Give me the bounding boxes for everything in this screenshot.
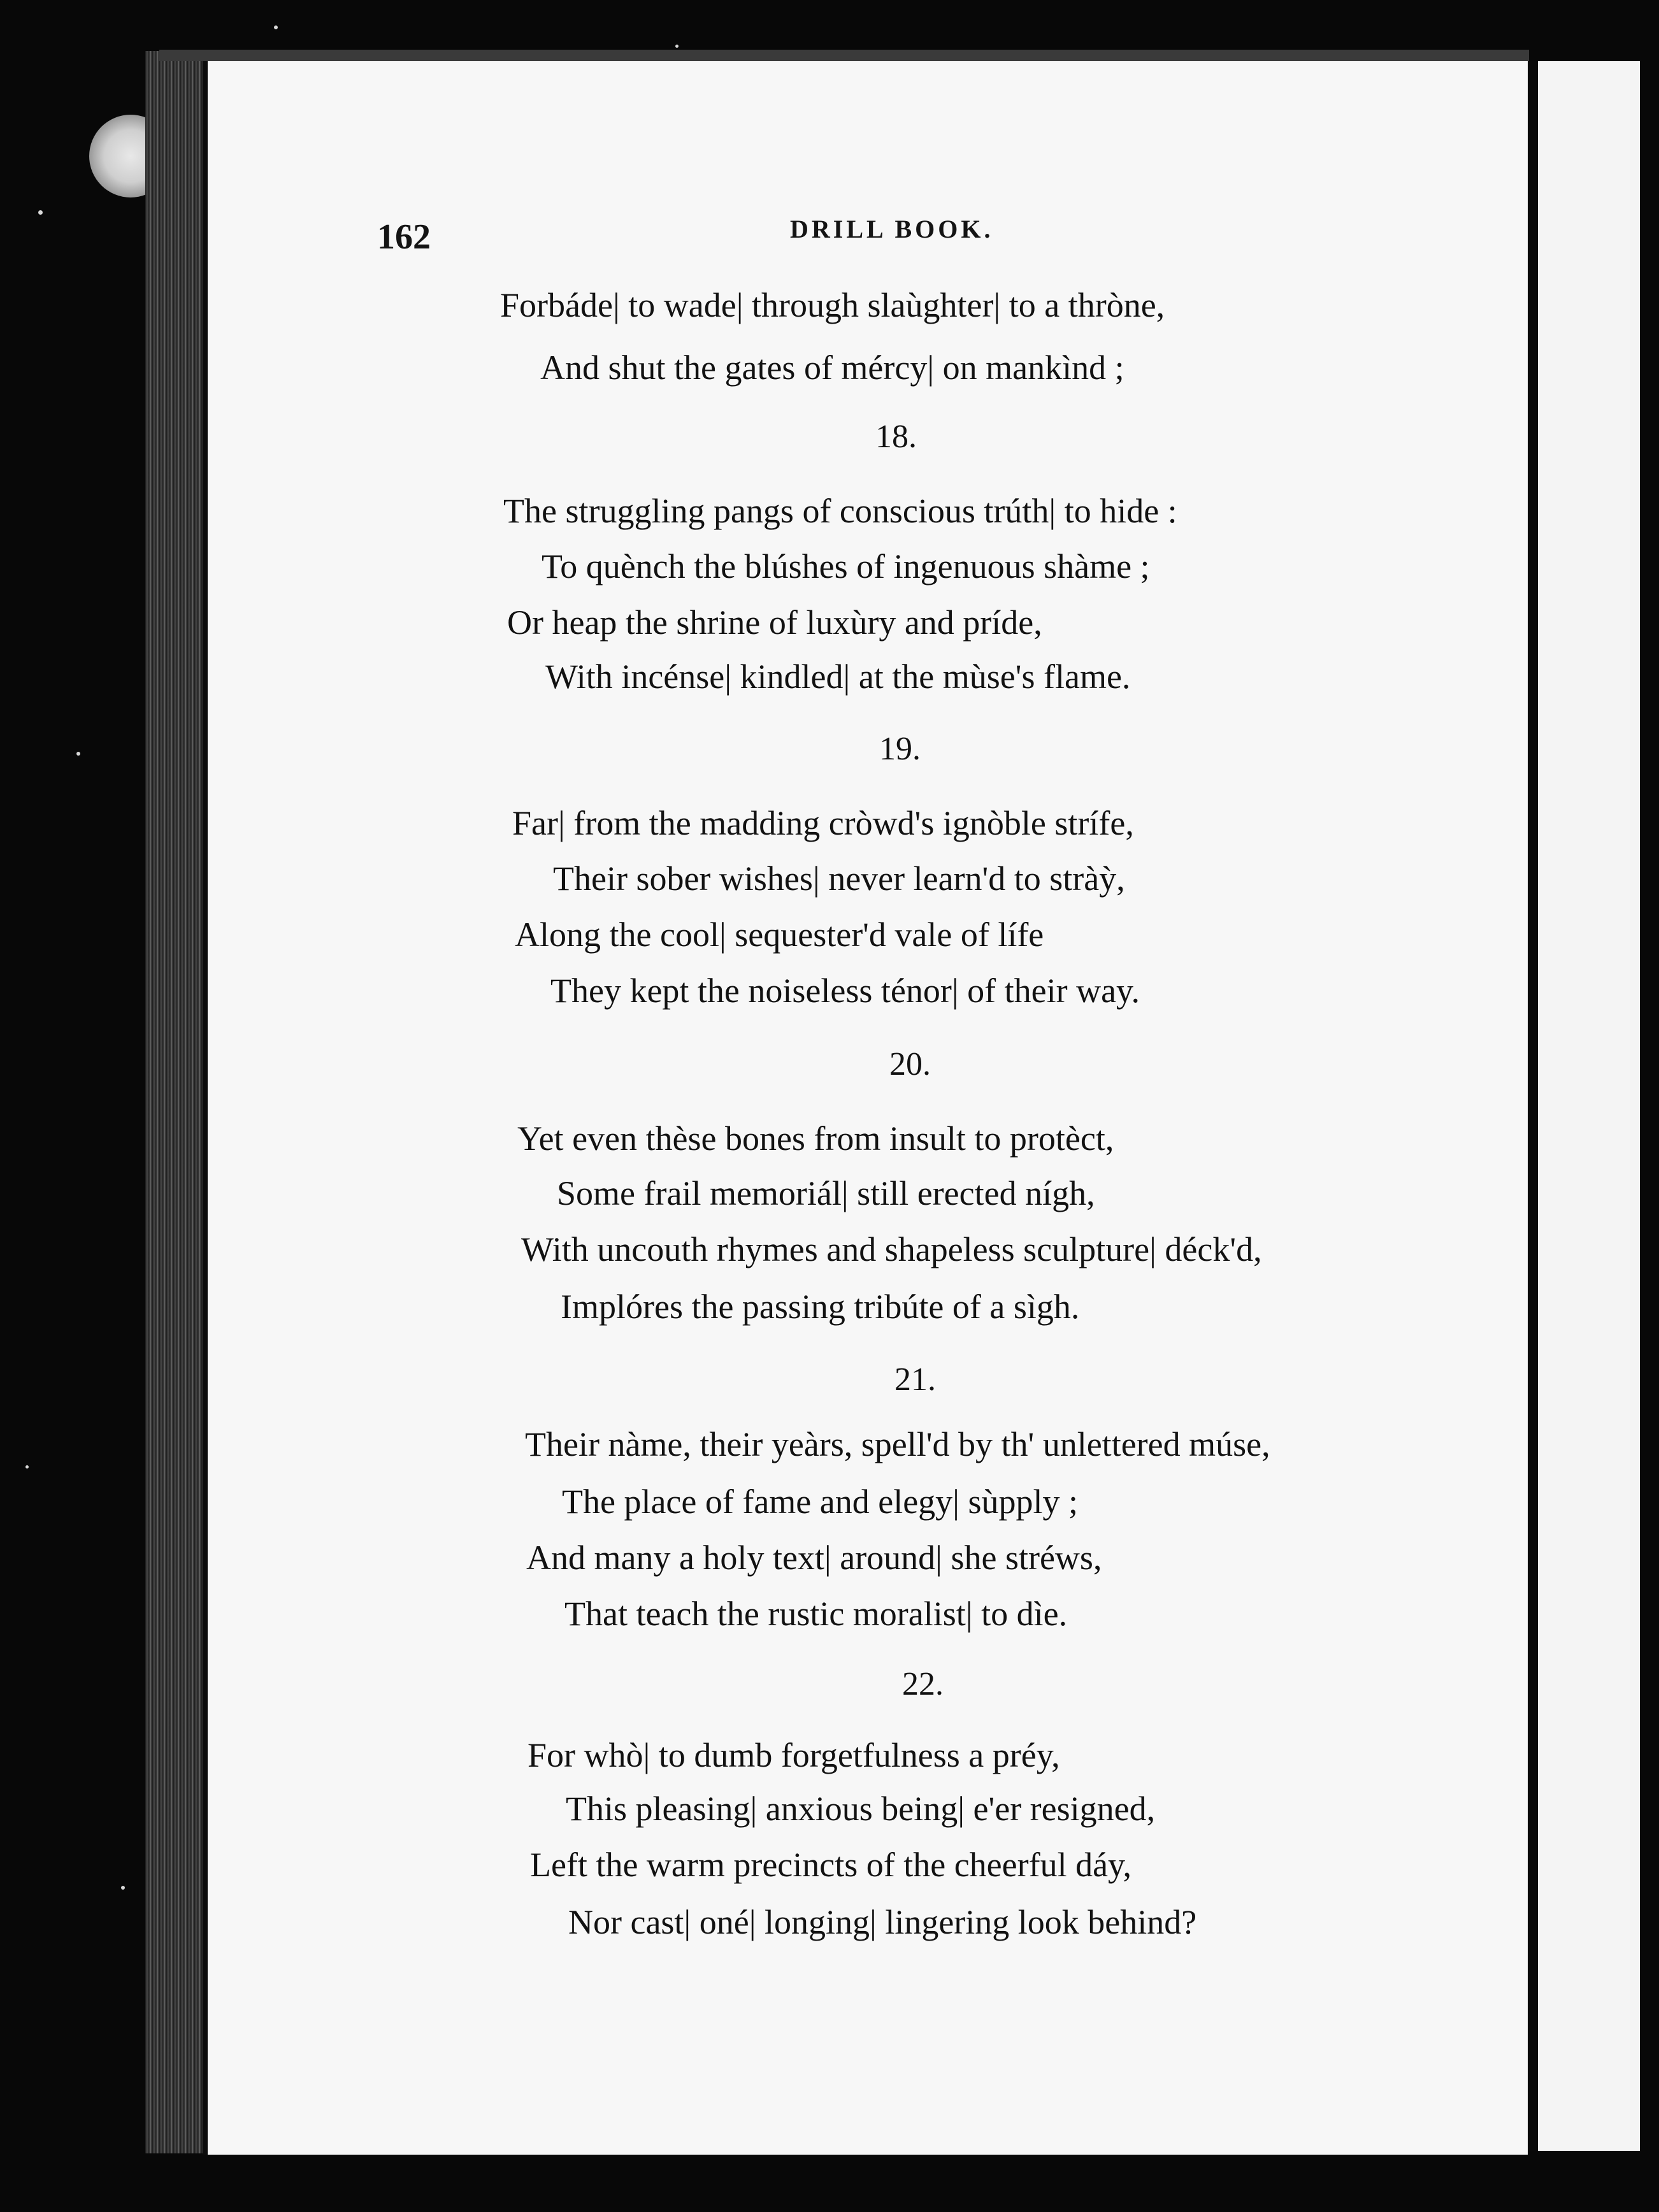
verse-line: Yet even thèse bones from insult to protèct, (517, 1119, 1114, 1158)
verse-line: And shut the gates of mércy| on mankìnd ; (540, 348, 1124, 387)
verse-line: Left the warm precincts of the cheerful dáy, (530, 1846, 1132, 1884)
running-head: DRILL BOOK. (790, 215, 994, 243)
verse-line: Nor cast| oné| longing| lingering look behind? (568, 1903, 1197, 1941)
verse-line: This pleasing| anxious being| e'er resigned, (566, 1790, 1156, 1828)
verse-line: To quènch the blúshes of ingenuous shàme ; (542, 547, 1150, 585)
verse-line: Their sober wishes| never learn'd to stràỳ, (553, 859, 1125, 898)
verse-line: Along the cool| sequester'd vale of lífe (515, 916, 1044, 954)
stanza-number: 22. (902, 1666, 944, 1702)
verse-line: They kept the noiseless ténor| of their way. (550, 972, 1140, 1010)
stanza-number: 19. (879, 731, 921, 767)
page-number: 162 (377, 217, 431, 257)
stanza-number: 21. (894, 1361, 936, 1398)
verse-line: Far| from the madding cròwd's ignòble strífe, (512, 804, 1134, 842)
verse-line: Some frail memoriál| still erected nígh, (557, 1174, 1095, 1212)
verse-line: With incénse| kindled| at the mùse's flame. (545, 657, 1131, 696)
verse-line: Forbáde| to wade| through slaùghter| to a thròne, (500, 286, 1165, 324)
verse-line: The struggling pangs of conscious trúth| to hide : (503, 492, 1177, 530)
verse-line: Or heap the shrine of luxùry and príde, (507, 603, 1042, 642)
verse-line: With uncouth rhymes and shapeless sculpture| déck'd, (521, 1230, 1262, 1268)
verse-line: For whò| to dumb forgetfulness a préy, (528, 1736, 1060, 1774)
stanza-number: 18. (875, 419, 917, 455)
verse-line: Implóres the passing tribúte of a sìgh. (561, 1288, 1080, 1326)
stanza-number: 20. (889, 1046, 931, 1082)
verse-line: The place of fame and elegy| sùpply ; (562, 1483, 1078, 1521)
verse-line: And many a holy text| around| she stréws, (526, 1539, 1102, 1577)
verse-line: Their nàme, their yeàrs, spell'd by th' unlettered múse, (525, 1425, 1270, 1463)
verse-line: That teach the rustic moralist| to dìe. (564, 1595, 1068, 1633)
